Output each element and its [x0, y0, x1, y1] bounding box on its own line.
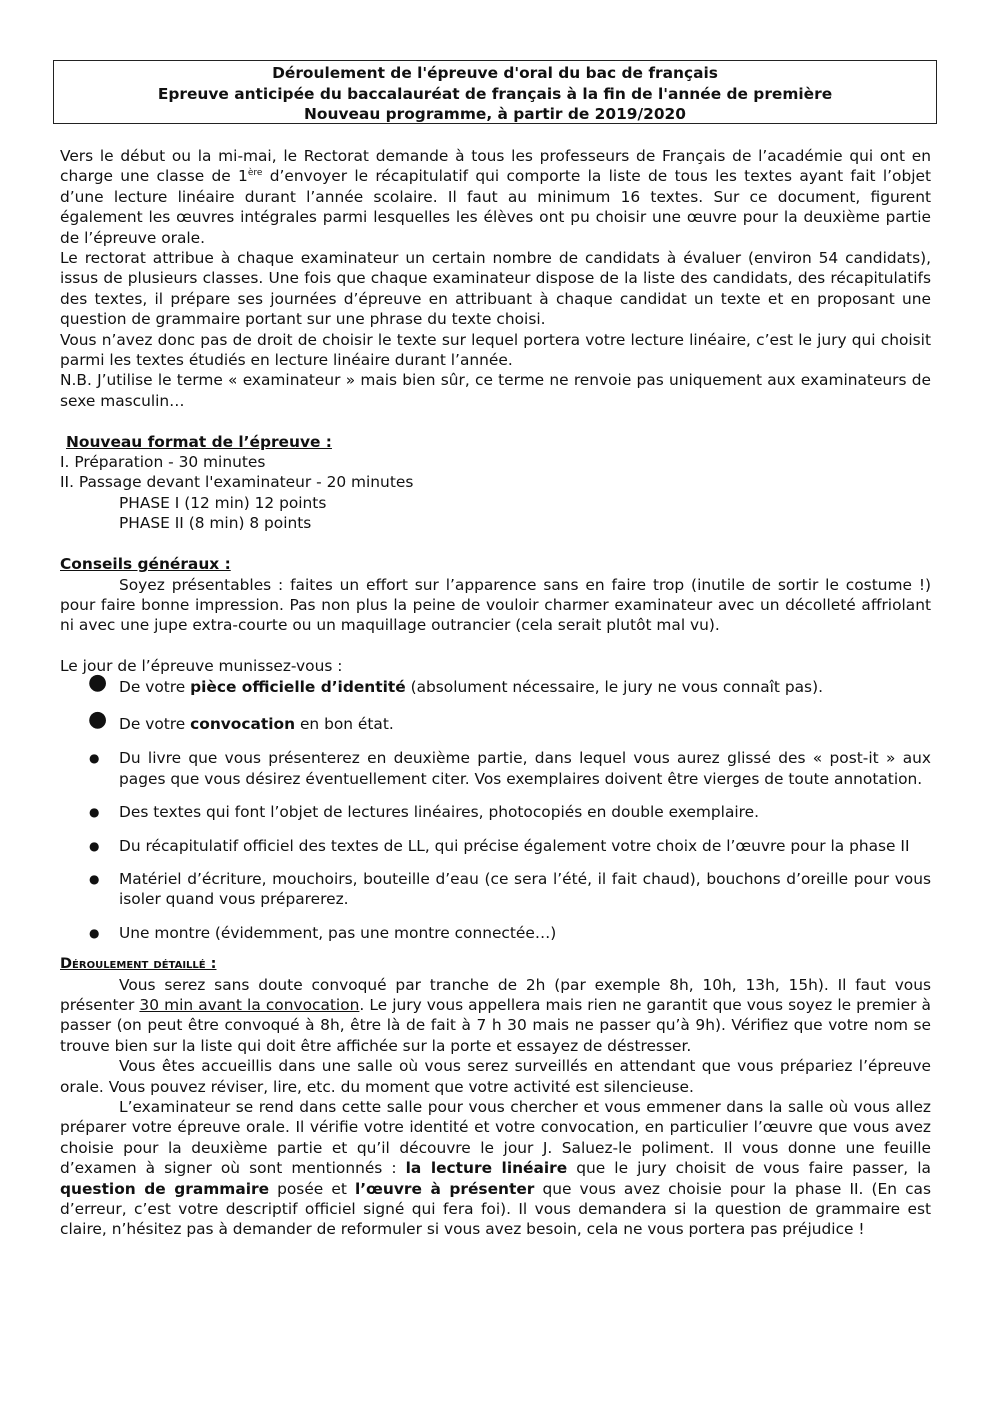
title-box — [53, 60, 937, 124]
checklist — [60, 669, 931, 944]
bullet-icon: ● — [89, 805, 100, 820]
list-item: ● Matériel d’écriture, mouchoirs, bouteille d’eau (ce sera l’été, il fait chaud), bouchons d’oreille pour vous isoler quand vous préparerez. — [89, 869, 931, 909]
deroulement-heading: Déroulement détaillé : — [60, 956, 217, 973]
deroulement-paragraph-1: Vous serez sans doute convoqué par tranche de 2h (par exemple 8h, 10h, 13h, 15h). Il faut vous présenter 30 min avant la convocation. Le jury vous appellera mais rien ne garantit que vous soyez le premier à passer (on peut être convoqué à 8h, être là de fait à 7 h 30 mais ne passer qu’à 9h). Vérifiez que votre nom se trouve bien sur la liste qui doit être affichée sur la porte et essayez de déstresser. — [60, 975, 931, 1055]
title-line-2: Epreuve anticipée du baccalauréat de français à la fin de l'année de première — [157, 84, 833, 103]
deroulement-paragraph-2: Vous êtes accueillis dans une salle où vous serez surveillés en attendant que vous prépariez l’épreuve orale. Vous pouvez réviser, lire, etc. du moment que votre activité est silencieuse. — [60, 1057, 931, 1096]
list-item: ● Du livre que vous présenterez en deuxième partie, dans lequel vous aurez glissé des « post-it » aux pages que vous désirez éventuellement citer. Vos exemplaires doivent être vierges de toute annotation. — [89, 749, 931, 788]
list-item: ● De votre convocation en bon état. — [88, 706, 394, 733]
format-preparation: I. Préparation - 30 minutes — [60, 453, 266, 472]
document-body — [60, 146, 931, 1240]
bullet-icon: ● — [89, 925, 100, 940]
bullet-icon: ● — [88, 669, 108, 695]
list-item: ● Des textes qui font l’objet de lectures linéaires, photocopiés en double exemplaire. — [89, 803, 760, 822]
bullet-icon: ● — [88, 706, 108, 732]
title-line-1: Déroulement de l'épreuve d'oral du bac de français — [272, 64, 718, 82]
list-item: ● Une montre (évidemment, pas une montre connectée…) — [89, 923, 557, 942]
format-heading: Nouveau format de l’épreuve : — [66, 432, 332, 451]
bullet-icon: ● — [89, 871, 100, 886]
format-passage: II. Passage devant l'examinateur - 20 minutes — [60, 473, 414, 492]
bullet-icon: ● — [89, 751, 100, 766]
deroulement-paragraph-3: L’examinateur se rend dans cette salle pour vous chercher et vous emmener dans la salle où vous allez préparer votre épreuve orale. Il vérifie votre identité et votre convocation, en particulier l’œuvre que vous avez choisie pour la deuxième partie et qu’il découvre le jour J. Saluez-le poliment. Il vous donne une feuille d’examen à signer où sont mentionnés : la lecture linéaire que le jury choisit de vous faire passer, la question de grammaire posée et l’œuvre à présenter que vous avez choisie pour la phase II. (En cas d’erreur, c’est votre descriptif officiel signé qui fera foi). Il vous demandera si la question de grammaire est claire, n’hésitez pas à demander de reformuler si vous avez besoin, cela ne vous portera pas préjudice ! — [60, 1098, 932, 1239]
bullet-icon: ● — [89, 838, 100, 853]
intro-paragraph-1: Vers le début ou la mi-mai, le Rectorat demande à tous les professeurs de Français de l’académie qui ont en charge une classe de 1ère d’envoyer le récapitulatif qui comporte la liste de tous les textes ayant fait l’objet d’une lecture linéaire durant l’année scolaire. Il faut au minimum 16 textes. Sur ce document, figurent également les œuvres intégrales parmi lesquelles les élèves ont pu choisir une œuvre pour la deuxième partie de l’épreuve orale. — [60, 147, 932, 247]
intro-paragraph-2: Le rectorat attribue à chaque examinateur un certain nombre de candidats à évaluer (environ 54 candidats), issus de plusieurs classes. Une fois que chaque examinateur dispose de la liste des candidats, des récapitulatifs des textes, il prépare ses journées d’épreuve en attribuant à chaque candidat un texte et en proposant une question de grammaire portant sur une phrase du texte choisi. — [60, 249, 931, 329]
format-phase-1: PHASE I (12 min) 12 points — [119, 493, 327, 512]
intro-paragraph-3: Vous n’avez donc pas de droit de choisir le texte sur lequel portera votre lecture linéaire, c’est le jury qui choisit parmi les textes étudiés en lecture linéaire durant l’année. — [60, 330, 931, 370]
title-line-3: Nouveau programme, à partir de 2019/2020 — [304, 105, 686, 123]
list-item: ● Du récapitulatif officiel des textes de LL, qui précise également votre choix de l’œuvre pour la phase II — [89, 836, 910, 855]
format-phase-2: PHASE II (8 min) 8 points — [119, 514, 312, 533]
conseils-paragraph: Soyez présentables : faites un effort sur l’apparence sans en faire trop (inutile de sortir le costume !) pour faire bonne impression. Pas non plus la peine de vouloir charmer examinateur avec un décolleté affriolant ni avec une jupe extra-courte ou un maquillage outrancier (cela serait plutôt mal vu). — [60, 575, 931, 635]
list-item: ● De votre pièce officielle d’identité (absolument nécessaire, le jury ne vous connaît pas). — [88, 669, 823, 696]
jour-intro: Le jour de l’épreuve munissez-vous : — [60, 657, 343, 676]
intro-nb: N.B. J’utilise le terme « examinateur » mais bien sûr, ce terme ne renvoie pas uniquement aux examinateurs de sexe masculin… — [60, 371, 931, 410]
conseils-heading: Conseils généraux : — [60, 555, 231, 574]
